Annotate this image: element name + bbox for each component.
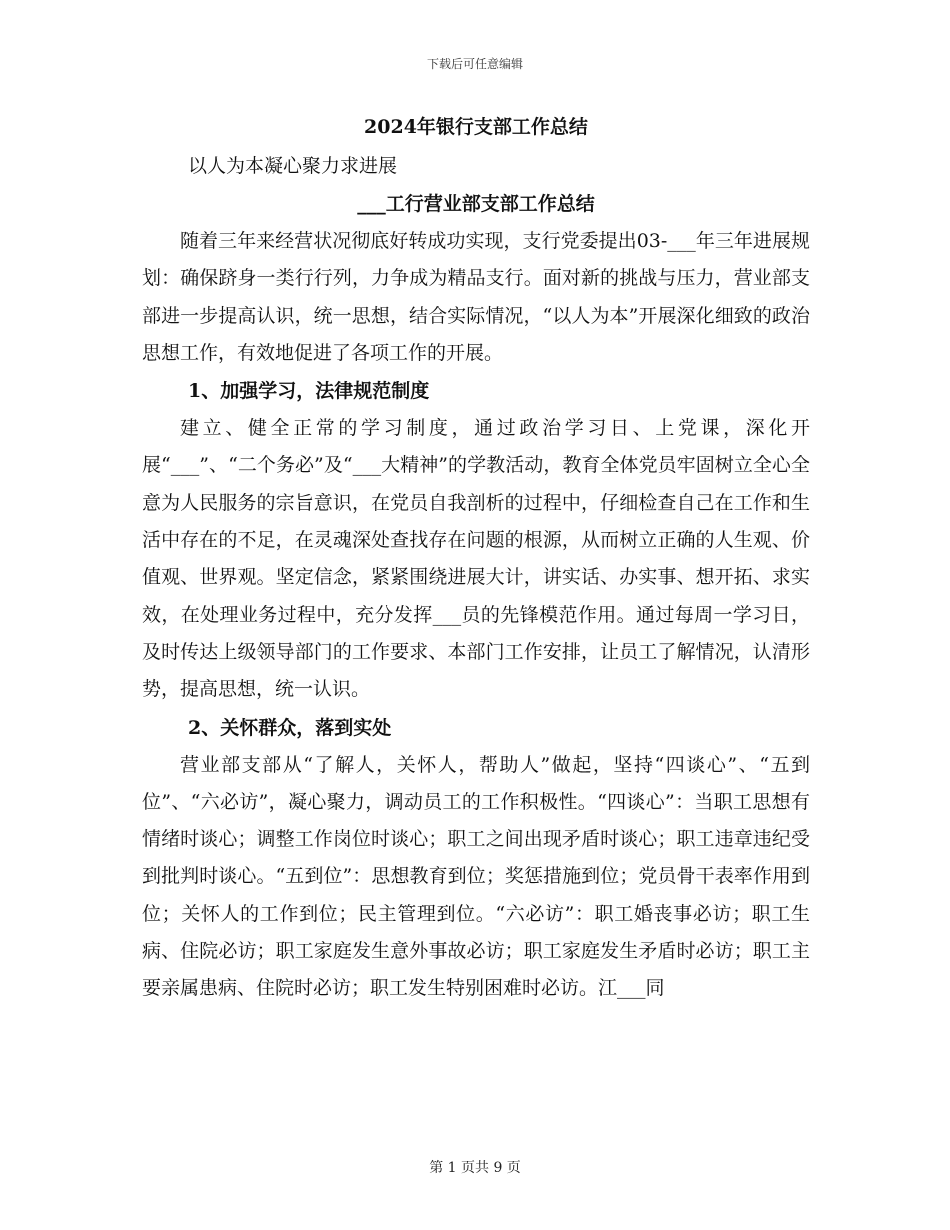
document-title: 2024年银行支部工作总结 bbox=[364, 116, 588, 138]
section-2-paragraph: 营业部支部从“了解人，关怀人，帮助人”做起，坚持“四谈心”、“五到位”、“六必访”，凝心聚力，调动员工的工作积极性。“四谈心”：当职工思想有情绪时谈心；调整工作岗位时谈心；职工之间出现矛盾时谈心；职工违章违纪受到批判时谈心。“五到位”：思想教育到位；奖惩措施到位；党员骨干表率作用到位；关怀人的工作到位；民主管理到位。“六必访”：职工婚丧事必访；职工生病、住院必访；职工家庭发生意外事故必访；职工家庭发生矛盾时必访；职工主要亲属患病、住院时必访；职工发生特别困难时必访。江___同 bbox=[142, 753, 810, 1000]
section-1-heading: 1、加强学习，法律规范制度 bbox=[188, 380, 430, 403]
page-footer: 第 1 页共 9 页 bbox=[429, 1160, 521, 1176]
document-subheading: ___工行营业部支部工作总结 bbox=[357, 193, 595, 215]
section-1-paragraph: 建立、健全正常的学习制度，通过政治学习日、上党课，深化开展“___”、“二个务必”及“___大精神”的学教活动，教育全体党员牢固树立全心全意为人民服务的宗旨意识，在党员自我剖析的过程中，仔细检查自己在工作和生活中存在的不足，在灵魂深处查找存在问题的根源，从而树立正确的人生观、价值观、世界观。坚定信念，紧紧围绕进展大计，讲实话、办实事、想开拓、求实效，在处理业务过程中，充分发挥___员的先锋模范作用。通过每周一学习日，及时传达上级领导部门的工作要求、本部门工作安排，让员工了解情况，认清形势，提高思想，统一认识。 bbox=[142, 417, 810, 701]
page-header: 下载后可任意编辑 bbox=[426, 57, 523, 71]
document-subtitle: 以人为本凝心聚力求进展 bbox=[188, 155, 398, 177]
document-body bbox=[142, 106, 810, 1008]
intro-paragraph: 随着三年来经营状况彻底好转成功实现，支行党委提出03-___年三年进展规划：确保跻身一类行行列，力争成为精品支行。面对新的挑战与压力，营业部支部进一步提高认识，统一思想，结合实际情况，“以人为本”开展深化细致的政治思想工作，有效地促进了各项工作的开展。 bbox=[142, 230, 810, 364]
section-2-heading: 2、关怀群众，落到实处 bbox=[188, 716, 392, 739]
